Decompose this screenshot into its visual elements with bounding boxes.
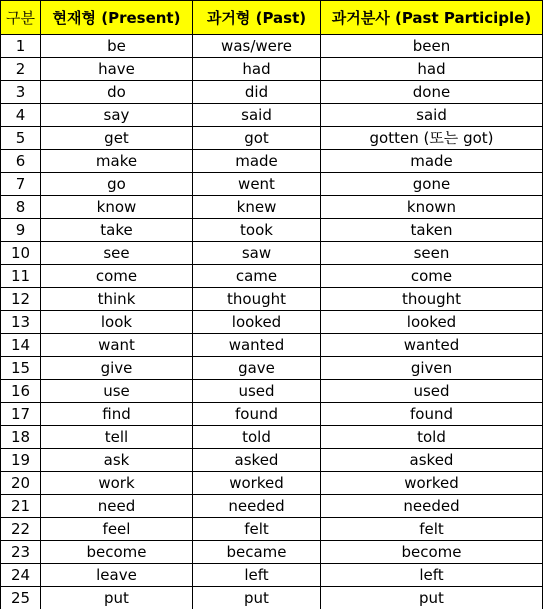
present-cell: need <box>41 495 193 518</box>
present-cell: know <box>41 196 193 219</box>
table-row <box>1 242 543 265</box>
past-cell: made <box>193 150 321 173</box>
past-cell: saw <box>193 242 321 265</box>
past-cell: became <box>193 541 321 564</box>
table-row <box>1 426 543 449</box>
past-participle-cell: felt <box>321 518 543 541</box>
table-row <box>1 58 543 81</box>
past-participle-cell: used <box>321 380 543 403</box>
past-cell: went <box>193 173 321 196</box>
past-participle-cell: needed <box>321 495 543 518</box>
table-row <box>1 150 543 173</box>
past-cell: thought <box>193 288 321 311</box>
row-number-cell: 7 <box>1 173 41 196</box>
present-cell: use <box>41 380 193 403</box>
present-cell: come <box>41 265 193 288</box>
present-cell: be <box>41 35 193 58</box>
past-participle-cell: been <box>321 35 543 58</box>
past-cell: took <box>193 219 321 242</box>
header-number: 구분 <box>1 1 41 35</box>
present-cell: go <box>41 173 193 196</box>
past-cell: asked <box>193 449 321 472</box>
present-cell: make <box>41 150 193 173</box>
row-number-cell: 2 <box>1 58 41 81</box>
row-number-cell: 1 <box>1 35 41 58</box>
header-present: 현재형 (Present) <box>41 1 193 35</box>
past-participle-cell: become <box>321 541 543 564</box>
past-cell: left <box>193 564 321 587</box>
past-participle-cell: done <box>321 81 543 104</box>
table-header <box>1 1 543 35</box>
header-row <box>1 1 543 35</box>
table-row <box>1 311 543 334</box>
past-cell: did <box>193 81 321 104</box>
table-row <box>1 35 543 58</box>
row-number-cell: 21 <box>1 495 41 518</box>
row-number-cell: 22 <box>1 518 41 541</box>
table-body <box>1 35 543 610</box>
past-participle-cell: wanted <box>321 334 543 357</box>
row-number-cell: 24 <box>1 564 41 587</box>
present-cell: do <box>41 81 193 104</box>
past-cell: knew <box>193 196 321 219</box>
past-cell: wanted <box>193 334 321 357</box>
table-row <box>1 104 543 127</box>
past-cell: looked <box>193 311 321 334</box>
table-row <box>1 403 543 426</box>
past-cell: got <box>193 127 321 150</box>
row-number-cell: 4 <box>1 104 41 127</box>
table-row <box>1 81 543 104</box>
past-participle-cell: said <box>321 104 543 127</box>
row-number-cell: 12 <box>1 288 41 311</box>
past-cell: needed <box>193 495 321 518</box>
present-cell: put <box>41 587 193 610</box>
present-cell: give <box>41 357 193 380</box>
row-number-cell: 16 <box>1 380 41 403</box>
table-row <box>1 564 543 587</box>
present-cell: see <box>41 242 193 265</box>
past-participle-cell: seen <box>321 242 543 265</box>
present-cell: tell <box>41 426 193 449</box>
table-row <box>1 265 543 288</box>
past-participle-cell: thought <box>321 288 543 311</box>
table-row <box>1 380 543 403</box>
row-number-cell: 11 <box>1 265 41 288</box>
table-row <box>1 288 543 311</box>
past-participle-cell: left <box>321 564 543 587</box>
table-row <box>1 541 543 564</box>
past-participle-cell: found <box>321 403 543 426</box>
past-participle-cell: taken <box>321 219 543 242</box>
row-number-cell: 19 <box>1 449 41 472</box>
past-cell: had <box>193 58 321 81</box>
row-number-cell: 13 <box>1 311 41 334</box>
past-participle-cell: had <box>321 58 543 81</box>
row-number-cell: 23 <box>1 541 41 564</box>
present-cell: get <box>41 127 193 150</box>
header-past-participle: 과거분사 (Past Participle) <box>321 1 543 35</box>
past-participle-cell: given <box>321 357 543 380</box>
past-cell: put <box>193 587 321 610</box>
past-participle-cell: looked <box>321 311 543 334</box>
row-number-cell: 6 <box>1 150 41 173</box>
row-number-cell: 15 <box>1 357 41 380</box>
past-cell: was/were <box>193 35 321 58</box>
past-participle-cell: worked <box>321 472 543 495</box>
row-number-cell: 18 <box>1 426 41 449</box>
table-row <box>1 173 543 196</box>
present-cell: say <box>41 104 193 127</box>
table-row <box>1 587 543 610</box>
row-number-cell: 20 <box>1 472 41 495</box>
header-past: 과거형 (Past) <box>193 1 321 35</box>
past-participle-cell: gone <box>321 173 543 196</box>
past-participle-cell: come <box>321 265 543 288</box>
past-cell: used <box>193 380 321 403</box>
row-number-cell: 5 <box>1 127 41 150</box>
past-participle-cell: known <box>321 196 543 219</box>
row-number-cell: 10 <box>1 242 41 265</box>
row-number-cell: 14 <box>1 334 41 357</box>
present-cell: work <box>41 472 193 495</box>
table-row <box>1 495 543 518</box>
past-cell: said <box>193 104 321 127</box>
row-number-cell: 3 <box>1 81 41 104</box>
row-number-cell: 9 <box>1 219 41 242</box>
past-participle-cell: put <box>321 587 543 610</box>
table-row <box>1 518 543 541</box>
past-participle-cell: gotten (또는 got) <box>321 127 543 150</box>
past-participle-cell: told <box>321 426 543 449</box>
past-cell: felt <box>193 518 321 541</box>
table-row <box>1 449 543 472</box>
table-row <box>1 472 543 495</box>
present-cell: ask <box>41 449 193 472</box>
past-cell: found <box>193 403 321 426</box>
row-number-cell: 17 <box>1 403 41 426</box>
present-cell: have <box>41 58 193 81</box>
table-row <box>1 357 543 380</box>
past-participle-cell: asked <box>321 449 543 472</box>
table-row <box>1 334 543 357</box>
present-cell: feel <box>41 518 193 541</box>
present-cell: look <box>41 311 193 334</box>
table-row <box>1 127 543 150</box>
present-cell: think <box>41 288 193 311</box>
past-participle-cell: made <box>321 150 543 173</box>
past-cell: came <box>193 265 321 288</box>
row-number-cell: 8 <box>1 196 41 219</box>
past-cell: told <box>193 426 321 449</box>
present-cell: become <box>41 541 193 564</box>
present-cell: leave <box>41 564 193 587</box>
table-row <box>1 196 543 219</box>
past-cell: worked <box>193 472 321 495</box>
row-number-cell: 25 <box>1 587 41 610</box>
past-cell: gave <box>193 357 321 380</box>
present-cell: want <box>41 334 193 357</box>
present-cell: take <box>41 219 193 242</box>
table-row <box>1 219 543 242</box>
present-cell: find <box>41 403 193 426</box>
